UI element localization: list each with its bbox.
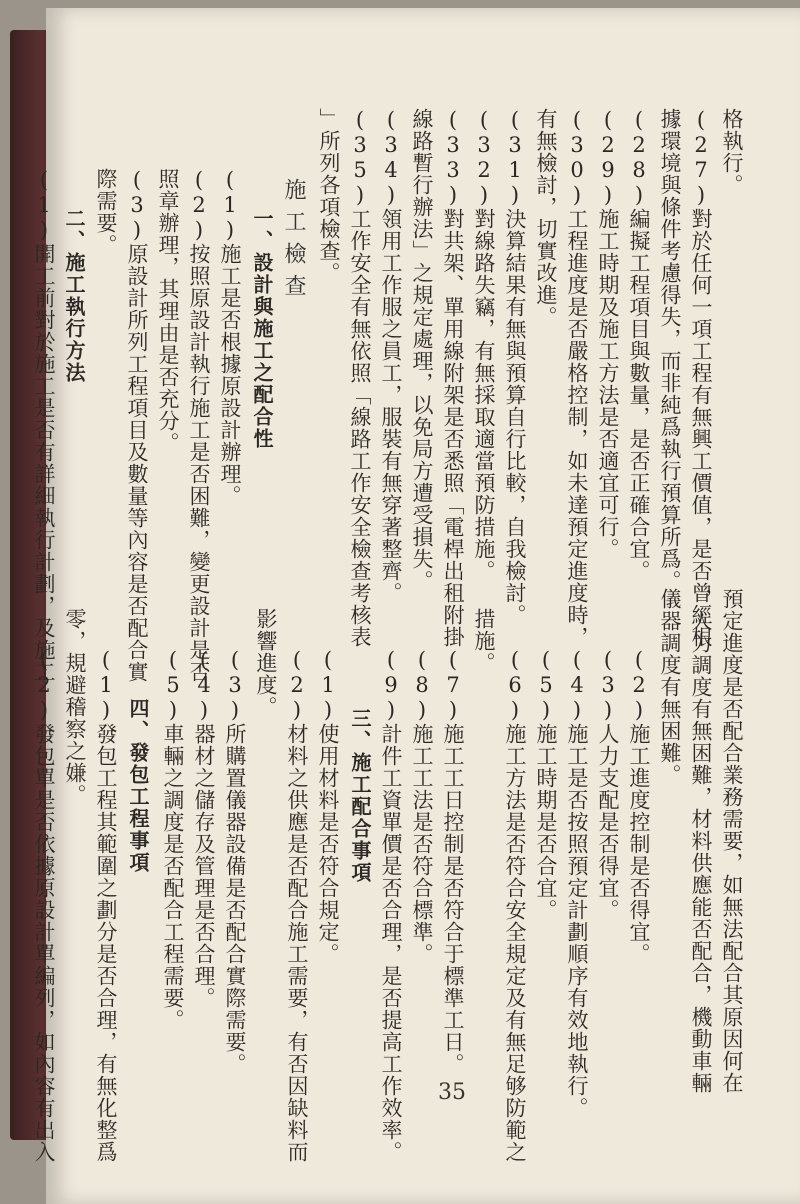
text-line: (4)器材之儲存及管理是否合理。 xyxy=(192,648,216,1009)
text-line: (2)發包單是否依據原設計單編列，如內容有出入 xyxy=(32,648,56,1163)
text-line: (33)對共架、單用線附架是否悉照「電桿出租附掛 xyxy=(441,108,465,648)
text-line: (3)人力支配是否得宜。 xyxy=(596,648,620,921)
text-line: (1)發包工程其範圍之劃分是否合理，有無化整爲 xyxy=(94,648,118,1163)
text-line: ，人力調度有無困難，材料供應能否配合，機動車輛 xyxy=(689,588,713,1094)
text-line: 」所列各項檢查。 xyxy=(317,108,341,284)
text-line: (2)按照原設計執行施工是否困難，變更設計是否 xyxy=(187,168,211,683)
text-line: 措施。 xyxy=(472,608,496,674)
text-line: (4)施工是否按照預定計劃順序有效地執行。 xyxy=(565,648,589,1119)
text-line: 有無檢討，切實改進。 xyxy=(534,108,558,328)
text-line: (6)施工方法是否符合安全規定及有無足够防範之 xyxy=(503,648,527,1163)
text-line: (5)施工時期是否合宜。 xyxy=(534,648,558,921)
text-line: (1)使用材料是否符合規定。 xyxy=(316,648,340,965)
section-heading: 一、設計與施工之配合性 xyxy=(250,208,274,450)
text-line: 預定進度是否配合業務需要，如無法配合其原因何在 xyxy=(720,588,744,1094)
section-heading: 三、施工配合事項 xyxy=(348,708,372,884)
text-line: (29)施工時期及施工方法是否適宜可行。 xyxy=(596,108,620,560)
text-line: (31)決算結果有無與預算自行比較，自我檢討。 xyxy=(503,108,527,626)
text-line: (34)領用工作服之員工，服裝有無穿著整齊。 xyxy=(379,108,403,604)
section-heading: 四、發包工程事項 xyxy=(126,698,150,874)
text-line: (28)編擬工程項目與數量，是否正確合宜。 xyxy=(627,108,651,582)
text-line: (3)所購置儀器設備是否配合實際需要。 xyxy=(223,648,247,1075)
section-heading: 二、施工執行方法 xyxy=(62,208,86,384)
text-line: 格執行。 xyxy=(720,108,744,196)
section-title: 施工檢查 xyxy=(281,178,306,306)
text-line: (8)施工工法是否符合標準。 xyxy=(410,648,434,965)
book-page xyxy=(32,8,800,1204)
text-line: (2)材料之供應是否配合施工需要，有否因缺料而 xyxy=(285,648,309,1163)
text-line: 零，規避稽察之嫌。 xyxy=(63,608,87,806)
text-line: (3)原設計所列工程項目及數量等內容是否配合實 xyxy=(125,168,149,683)
text-line: (1)開工前對於施工是否有詳細執行計劃，及施工 xyxy=(32,168,56,683)
text-line: 際需要。 xyxy=(94,168,118,256)
text-line: 影響進度。 xyxy=(254,608,278,718)
text-line: 照章辦理，其理由是否充分。 xyxy=(156,168,180,454)
page-number: 35 xyxy=(438,1080,466,1105)
text-line: (7)施工工日控制是否符合于標準工日。 xyxy=(441,648,465,1075)
text-line: (1)施工是否根據原設計辦理。 xyxy=(218,168,242,507)
text-line: (5)車輛之調度是否配合工程需要。 xyxy=(161,648,185,1031)
text-line: 儀器調度有無困難。 xyxy=(658,588,682,786)
text-line: (27)對於任何一項工程有無興工價值，是否曾經根 xyxy=(689,108,713,648)
text-line: (9)計件工資單價是否合理，是否提高工作效率。 xyxy=(379,648,403,1163)
text-line: (30)工程進度是否嚴格控制，如未達預定進度時， xyxy=(565,108,589,648)
text-line: (32)對線路失竊，有無採取適當預防措施。 xyxy=(472,108,496,582)
text-line: 據環境與條件考慮得失，而非純爲執行預算所爲。 xyxy=(658,108,682,592)
text-line: (2)施工進度控制是否得宜。 xyxy=(627,648,651,965)
text-line: (35)工作安全有無依照「線路工作安全檢查考核表 xyxy=(348,108,372,648)
text-line: 線路暫行辦法」之規定處理，以免局方遭受損失。 xyxy=(410,108,434,592)
